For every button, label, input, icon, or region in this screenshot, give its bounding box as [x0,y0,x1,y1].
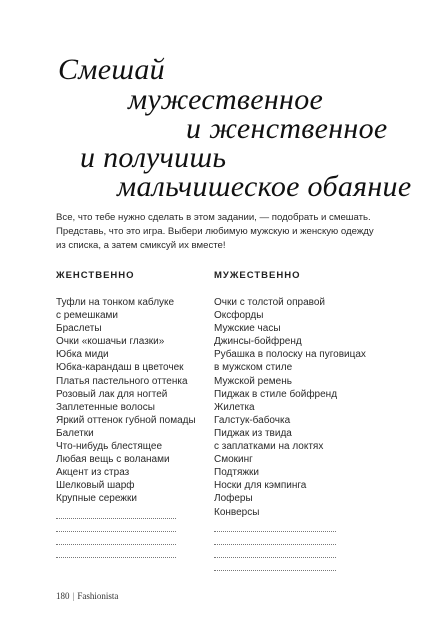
blank-write-in-line[interactable] [214,558,336,571]
feminine-heading: ЖЕНСТВЕННО [56,270,135,281]
title-line-2: мужественное [128,83,324,116]
blank-write-in-line[interactable] [214,532,336,545]
list-item: Яркий оттенок губной помады [56,414,196,426]
title-line-3: и женственное [186,112,388,145]
list-item: Подтяжки [214,467,260,479]
title-line-4: и получишь [80,141,227,174]
list-item: Юбка миди [56,349,109,361]
masculine-list [214,296,384,571]
blank-write-in-line[interactable] [214,545,336,558]
intro-paragraph: Все, что тебе нужно сделать в этом задании, — подобрать и смешать. Представь, что это игра. Выбери любимую мужскую и женскую одежду из списка, а затем смиксуй их вместе! [56,212,374,251]
list-item: Акцент из страз [56,467,130,479]
list-item: Мужской ремень [214,375,292,387]
list-item: Розовый лак для ногтей [56,388,168,400]
list-item: Очки «кошачьи глазки» [56,336,165,348]
blank-write-in-line[interactable] [56,532,176,545]
list-item: с ремешками [56,310,118,322]
page-number: 180 [56,591,70,601]
list-item: Оксфорды [214,310,264,322]
title-line-5: мальчишеское обаяние [117,170,412,203]
list-item: Галстук-бабочка [214,414,291,426]
list-item: Что-нибудь блестящее [56,441,163,453]
list-item: Рубашка в полоску на пуговицах [214,349,366,361]
list-item: в мужском стиле [214,362,293,374]
list-item: Браслеты [56,323,102,335]
blank-write-in-line[interactable] [56,545,176,558]
list-item: Юбка-карандаш в цветочек [56,362,184,374]
list-item: с заплатками на локтях [214,441,324,453]
blank-write-in-line[interactable] [214,519,336,532]
list-item: Шелковый шарф [56,480,135,492]
list-item: Жилетка [214,401,255,413]
list-item: Платья пастельного оттенка [56,375,188,387]
list-item: Джинсы-бойфренд [214,336,302,348]
blank-write-in-line[interactable] [56,506,176,519]
masculine-column [214,270,384,571]
list-item: Смокинг [214,454,253,466]
page-footer [56,591,118,601]
list-item: Мужские часы [214,323,281,335]
footer-separator: | [72,591,75,601]
list-item: Конверсы [214,506,260,518]
title-line-1: Смешай [58,53,165,86]
book-title: Fashionista [77,591,119,601]
list-item: Крупные сережки [56,493,137,505]
list-item: Носки для кэмпинга [214,480,307,492]
list-item: Пиджак из твида [214,427,292,439]
list-item: Любая вещь с воланами [56,454,170,466]
list-item: Туфли на тонком каблуке [56,297,175,308]
blank-write-in-line[interactable] [56,519,176,532]
list-item: Лоферы [214,493,253,505]
list-item: Пиджак в стиле бойфренд [214,388,338,400]
list-item: Балетки [56,427,94,439]
list-item: Заплетенные волосы [56,401,155,413]
list-item: Очки с толстой оправой [214,297,325,308]
feminine-column [56,270,226,558]
feminine-list [56,296,226,558]
masculine-heading: МУЖЕСТВЕННО [214,270,301,281]
